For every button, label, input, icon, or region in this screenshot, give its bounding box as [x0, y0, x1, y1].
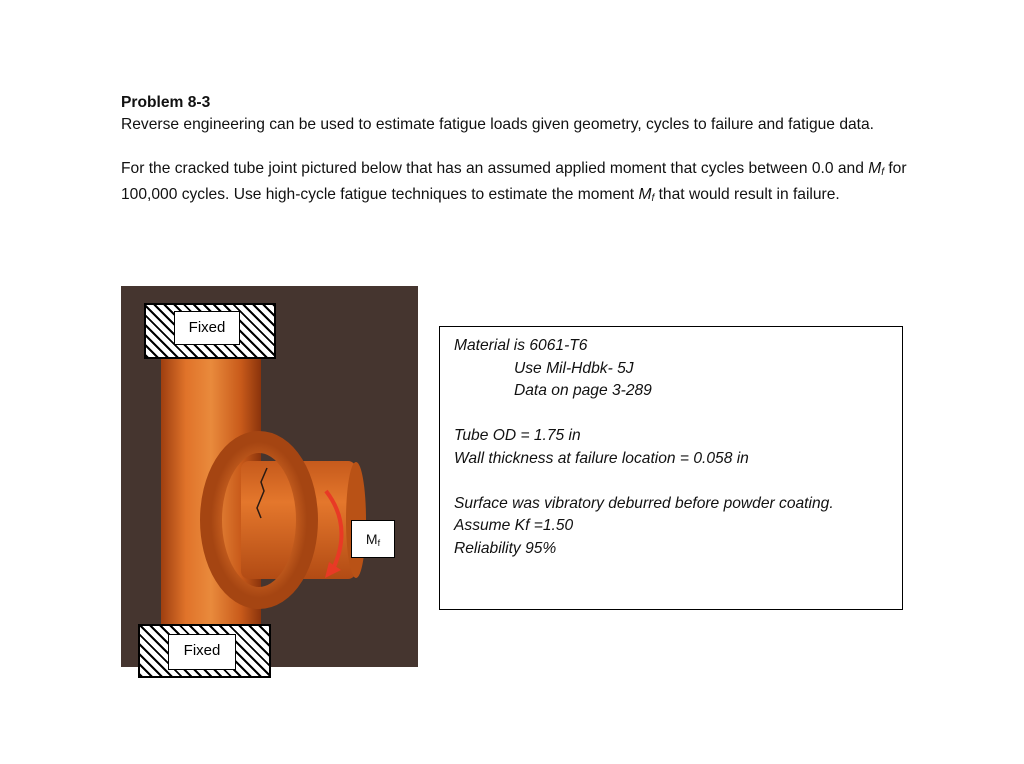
moment-symbol-1: M: [868, 160, 882, 177]
moment-subscript-2: f: [651, 193, 655, 204]
moment-label-main: M: [365, 531, 378, 547]
moment-subscript-1: f: [881, 167, 884, 178]
statement-part2: for 100,000 cycles. Use high-cycle fatigue techniques to estimate the moment: [121, 160, 907, 203]
fixed-label-top: Fixed: [174, 311, 240, 345]
moment-label: [351, 520, 395, 558]
problem-intro: Reverse engineering can be used to estimate fatigue loads given geometry, cycles to failure and fatigue data.: [121, 116, 874, 133]
surface-line: Surface was vibratory deburred before powder coating.: [454, 494, 834, 512]
problem-statement: [121, 158, 911, 210]
moment-symbol-2: M: [638, 186, 652, 203]
data-page-line: Data on page 3-289: [514, 382, 652, 399]
material-info-box: [439, 326, 903, 610]
moment-label-sub: f: [377, 538, 381, 548]
tube-od-line: Tube OD = 1.75 in: [454, 427, 581, 444]
handbook-line: Use Mil-Hdbk- 5J: [514, 359, 634, 377]
wall-thickness-line: Wall thickness at failure location = 0.058 in: [454, 449, 749, 467]
statement-part1: For the cracked tube joint pictured below that has an assumed applied moment that cycles between 0.0 and: [121, 160, 869, 177]
kf-line: Assume Kf =1.50: [454, 517, 574, 534]
problem-title: Problem 8-3: [121, 94, 211, 111]
fixed-label-bottom: Fixed: [168, 634, 236, 670]
problem-text: [121, 92, 911, 210]
reliability-line: Reliability 95%: [454, 539, 557, 557]
statement-part3: that would result in failure.: [654, 186, 840, 203]
material-line: Material is 6061-T6: [454, 337, 588, 354]
